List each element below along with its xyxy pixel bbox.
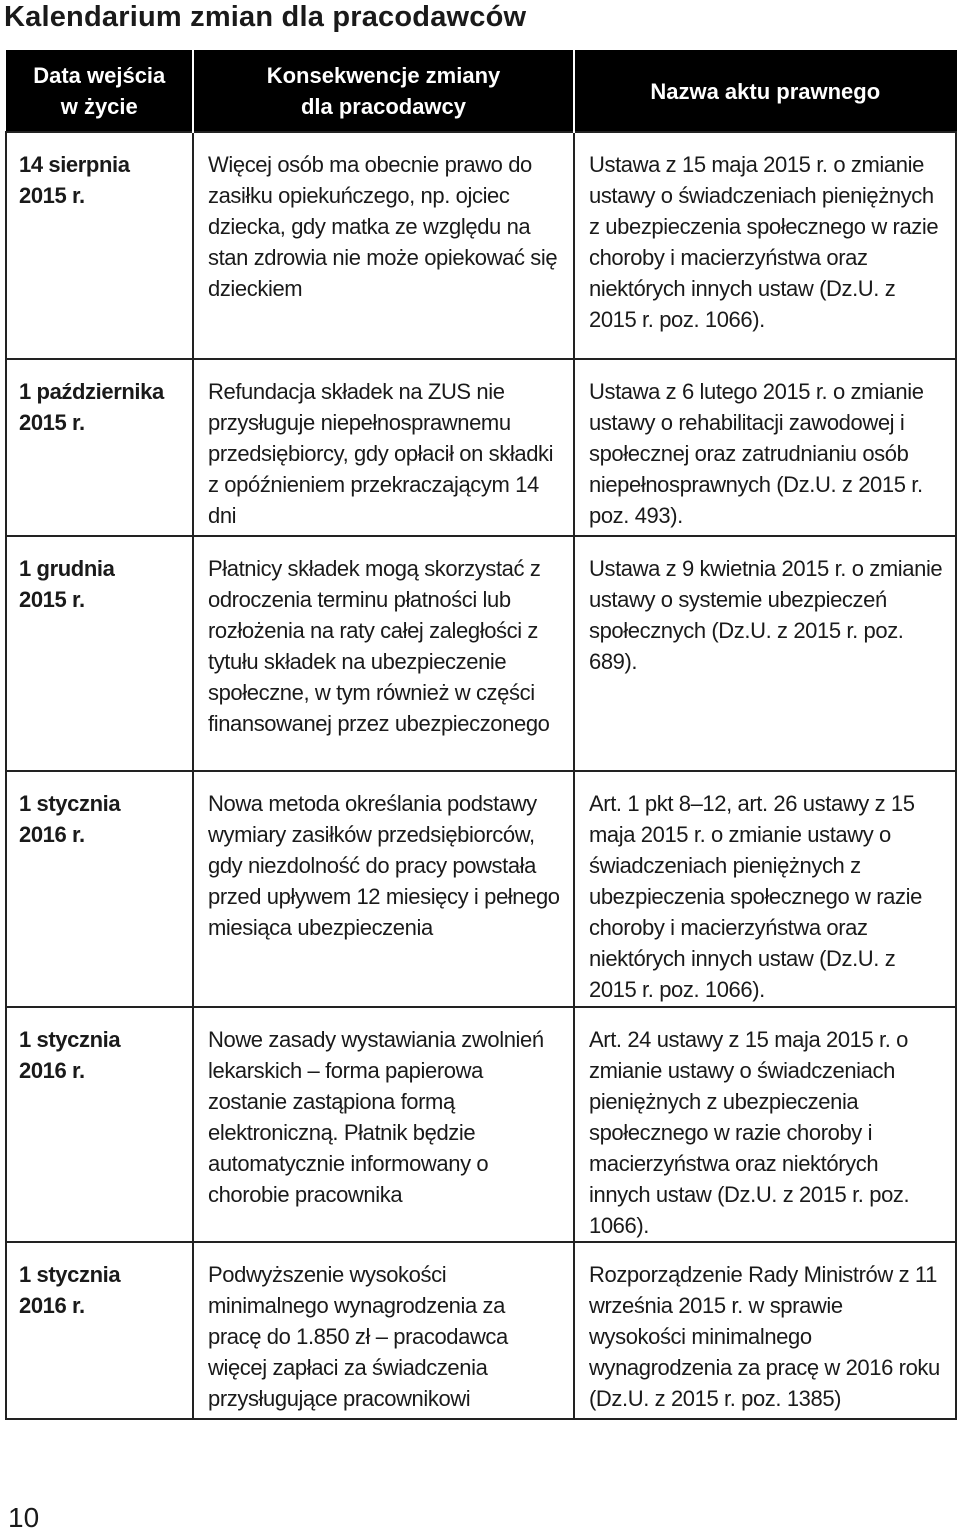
date-cell xyxy=(6,1242,193,1419)
header-consequence-line2: dla pracodawcy xyxy=(300,94,467,119)
date-year: 2016 r. xyxy=(19,1293,85,1318)
date-cell xyxy=(6,359,193,536)
table-header-row xyxy=(6,51,956,133)
table-row xyxy=(6,359,956,536)
consequence-cell: Nowa metoda określania podstawy wymiary zasiłków przedsiębiorców, gdy niezdolność do pracy powstała przed upływem 12 miesięcy i pełnego miesiąca ubezpieczenia xyxy=(193,771,574,1007)
page-title: Kalendarium zmian dla pracodawców xyxy=(4,1,527,33)
consequence-cell: Refundacja składek na ZUS nie przysługuje niepełnosprawnemu przedsiębiorcy, gdy opłacił on składki z opóźnieniem przekraczającym 14 dni xyxy=(193,359,574,536)
date-day: 14 sierpnia xyxy=(19,152,130,177)
date-cell xyxy=(6,132,193,359)
date-year: 2015 r. xyxy=(19,183,85,208)
header-date-line1: Data wejścia xyxy=(33,63,166,88)
date-day: 1 października xyxy=(19,379,164,404)
date-year: 2016 r. xyxy=(19,1058,85,1083)
act-cell: Ustawa z 15 maja 2015 r. o zmianie ustawy o świadczeniach pieniężnych z ubezpieczenia społecznego w razie choroby i macierzyństwa oraz niektórych innych ustaw (Dz.U. z 2015 r. poz. 1066). xyxy=(574,132,956,359)
date-day: 1 stycznia xyxy=(19,1262,121,1287)
date-cell xyxy=(6,536,193,771)
header-date xyxy=(6,51,193,133)
date-cell xyxy=(6,1007,193,1242)
date-year: 2015 r. xyxy=(19,587,85,612)
date-day: 1 stycznia xyxy=(19,791,121,816)
table-row xyxy=(6,771,956,1007)
date-year: 2016 r. xyxy=(19,822,85,847)
page-number: 10 xyxy=(8,1502,40,1533)
table-row xyxy=(6,536,956,771)
consequence-cell: Więcej osób ma obecnie prawo do zasiłku opiekuńczego, np. ojciec dziecka, gdy matka ze względu na stan zdrowia nie może opiekować się dzieckiem xyxy=(193,132,574,359)
date-cell xyxy=(6,771,193,1007)
act-cell: Rozporządzenie Rady Ministrów z 11 września 2015 r. w sprawie wysokości minimalnego wynagrodzenia za pracę w 2016 roku (Dz.U. z 2015 r. poz. 1385) xyxy=(574,1242,956,1419)
consequence-cell: Płatnicy składek mogą skorzystać z odroczenia terminu płatności lub rozłożenia na raty całej zaległości z tytułu składek na ubezpieczenie społeczne, w tym również w części finansowanej przez ubezpieczonego xyxy=(193,536,574,771)
act-cell: Ustawa z 9 kwietnia 2015 r. o zmianie ustawy o systemie ubezpieczeń społecznych (Dz.U. z 2015 r. poz. 689). xyxy=(574,536,956,771)
act-cell: Art. 24 ustawy z 15 maja 2015 r. o zmianie ustawy o świadczeniach pieniężnych z ubezpieczenia społecznego w razie choroby i macierzyństwa oraz niektórych innych ustaw (Dz.U. z 2015 r. poz. 1066). xyxy=(574,1007,956,1242)
table-row xyxy=(6,1007,956,1242)
act-cell: Ustawa z 6 lutego 2015 r. o zmianie ustawy o rehabilitacji zawodowej i społecznej oraz zatrudnianiu osób niepełnosprawnych (Dz.U. z 2015 r. poz. 493). xyxy=(574,359,956,536)
calendar-table xyxy=(5,50,957,1420)
header-consequence-line1: Konsekwencje zmiany xyxy=(266,63,501,88)
header-consequence xyxy=(193,51,574,133)
header-act: Nazwa aktu prawnego xyxy=(574,51,956,133)
consequence-cell: Podwyższenie wysokości minimalnego wynagrodzenia za pracę do 1.850 zł – pracodawca więcej zapłaci za świadczenia przysługujące pracownikowi xyxy=(193,1242,574,1419)
date-day: 1 grudnia xyxy=(19,556,115,581)
date-day: 1 stycznia xyxy=(19,1027,121,1052)
table-row xyxy=(6,132,956,359)
date-year: 2015 r. xyxy=(19,410,85,435)
act-cell: Art. 1 pkt 8–12, art. 26 ustawy z 15 maja 2015 r. o zmianie ustawy o świadczeniach pieniężnych z ubezpieczenia społecznego w razie choroby i macierzyństwa oraz niektórych innych ustaw (Dz.U. z 2015 r. poz. 1066). xyxy=(574,771,956,1007)
table-row xyxy=(6,1242,956,1419)
consequence-cell: Nowe zasady wystawiania zwolnień lekarskich – forma papierowa zostanie zastąpiona formą elektroniczną. Płatnik będzie automatycznie informowany o chorobie pracownika xyxy=(193,1007,574,1242)
header-date-line2: w życie xyxy=(60,94,138,119)
